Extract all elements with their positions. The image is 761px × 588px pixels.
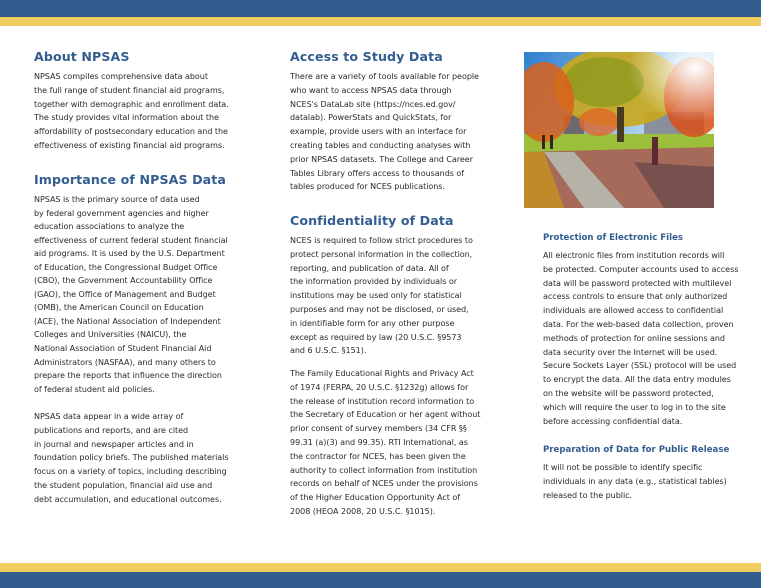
text-line: data. For the web-based data collection, proven bbox=[543, 319, 734, 329]
text-line: authority to collect information from institution bbox=[290, 465, 478, 475]
text-line: education associations to analyze the bbox=[34, 222, 185, 232]
text-line: to encrypt the data. All the data entry modules bbox=[543, 375, 731, 385]
preparation-section bbox=[543, 445, 729, 455]
text-line: Tables Library offers access to thousands of bbox=[290, 168, 465, 178]
text-line: Administrators (NASFAA), and many others to bbox=[34, 357, 216, 367]
text-line: Colleges and Universities (NAICU), the bbox=[34, 330, 187, 340]
text-line: The study provides vital information about the bbox=[34, 113, 219, 123]
text-line: data security over the Internet will be used. bbox=[543, 347, 718, 357]
bottom-yellow-band bbox=[0, 563, 761, 572]
text-line: before accessing confidential data. bbox=[543, 416, 683, 426]
text-line: Secure Sockets Layer (SSL) protocol will be used bbox=[543, 361, 737, 371]
text-line: creating tables and conducting analyses with bbox=[290, 140, 471, 150]
about-section bbox=[34, 49, 130, 64]
text-line: It will not be possible to identify specific bbox=[543, 463, 703, 472]
text-line: the student population, financial aid use and bbox=[34, 480, 213, 490]
text-line: prepare the reports that influence the direction bbox=[34, 371, 222, 381]
text-line: aid programs. It is used by the U.S. Department bbox=[34, 249, 225, 259]
text-line: of 1974 (FERPA, 20 U.S.C. §1232g) allows for bbox=[290, 382, 469, 392]
text-line: purposes and may not be disclosed, or used, bbox=[290, 304, 469, 314]
text-line: (ACE), the National Association of Independent bbox=[34, 316, 221, 326]
confidentiality-paragraph-2 bbox=[290, 367, 480, 519]
text-line: data will be password protected with multilevel bbox=[543, 278, 732, 288]
text-line: of Education, the Congressional Budget Office bbox=[34, 262, 218, 272]
text-line: prior NPSAS datasets. The College and Career bbox=[290, 154, 473, 164]
bottom-blue-band bbox=[0, 572, 761, 588]
about-paragraph bbox=[34, 70, 229, 153]
text-line: NPSAS compiles comprehensive data about bbox=[34, 72, 208, 81]
text-line: institutions may be used only for statistical bbox=[290, 291, 462, 301]
about-heading: About NPSAS bbox=[34, 49, 130, 64]
text-line: who want to access NPSAS data through bbox=[290, 85, 452, 95]
text-line: (CBO), the Government Accountability Office bbox=[34, 276, 213, 286]
text-line: individuals in any data (e.g., statistical tables) bbox=[543, 476, 727, 486]
confidentiality-section bbox=[290, 213, 454, 228]
text-line: the Secretary of Education or her agent without bbox=[290, 410, 481, 420]
text-line: NPSAS data appear in a wide array of bbox=[34, 412, 184, 421]
text-line: together with demographic and enrollment data. bbox=[34, 99, 229, 109]
text-line: records on behalf of NCES under the provisions bbox=[290, 479, 478, 489]
text-line: on the website will be password protected, bbox=[543, 388, 714, 398]
text-line: example, provide users with an interface for bbox=[290, 127, 467, 137]
text-line: National Association of Student Financial Aid bbox=[34, 344, 212, 354]
access-heading: Access to Study Data bbox=[290, 49, 443, 64]
text-line: prior consent of survey members (34 CFR §§ bbox=[290, 424, 467, 434]
text-line: NCES is required to follow strict procedures to bbox=[290, 236, 473, 245]
text-line: NPSAS is the primary source of data used bbox=[34, 195, 200, 204]
text-line: which will require the user to log in to the site bbox=[543, 402, 726, 412]
protection-heading: Protection of Electronic Files bbox=[543, 233, 684, 243]
campus-autumn-photo bbox=[524, 52, 714, 208]
text-line: released to the public. bbox=[543, 490, 633, 500]
text-line: (GAO), the Office of Management and Budget bbox=[34, 289, 216, 299]
text-line: 2008 (HEOA 2008, 20 U.S.C. §1015). bbox=[290, 506, 436, 516]
text-line: in journal and newspaper articles and in bbox=[34, 439, 194, 449]
text-line: the release of institution record information to bbox=[290, 396, 475, 406]
text-line: by federal government agencies and higher bbox=[34, 208, 209, 218]
confidentiality-paragraph-1 bbox=[290, 234, 473, 358]
text-line: the contractor for NCES, has been given the bbox=[290, 451, 466, 461]
importance-heading: Importance of NPSAS Data bbox=[34, 172, 226, 187]
importance-paragraph-1 bbox=[34, 193, 228, 396]
preparation-paragraph bbox=[543, 461, 727, 502]
importance-section bbox=[34, 172, 226, 187]
text-line: except as required by law (20 U.S.C. §9573 bbox=[290, 332, 462, 342]
text-line: effectiveness of existing financial aid programs. bbox=[34, 140, 225, 150]
text-line: The Family Educational Rights and Privacy Act bbox=[290, 369, 474, 378]
text-line: effectiveness of current federal student financial bbox=[34, 235, 228, 245]
text-line: debt accumulation, and educational outcomes. bbox=[34, 494, 222, 504]
text-line: of federal student aid policies. bbox=[34, 384, 155, 394]
text-line: and 6 U.S.C. §151). bbox=[290, 346, 367, 356]
text-line: 99.31 (a)(3) and 99.35). RTI International, as bbox=[290, 437, 468, 447]
access-section bbox=[290, 49, 443, 64]
top-blue-band bbox=[0, 0, 761, 17]
text-line: protect personal information in the collection, bbox=[290, 249, 473, 259]
text-line: All electronic files from institution records will bbox=[543, 251, 725, 260]
top-yellow-band bbox=[0, 17, 761, 26]
text-line: publications and reports, and are cited bbox=[34, 425, 189, 435]
access-paragraph bbox=[290, 70, 479, 194]
text-line: in identifiable form for any other purpose bbox=[290, 318, 455, 328]
text-line: focus on a variety of topics, including describing bbox=[34, 467, 227, 477]
protection-paragraph bbox=[543, 249, 738, 428]
text-line: datalab). PowerStats and QuickStats, for bbox=[290, 113, 452, 123]
text-line: methods of protection for online sessions and bbox=[543, 333, 725, 343]
text-line: reporting, and publication of data. All of bbox=[290, 263, 449, 273]
text-line: access controls to ensure that only authorized bbox=[543, 292, 728, 302]
importance-paragraph-2 bbox=[34, 410, 229, 507]
text-line: There are a variety of tools available for people bbox=[290, 72, 479, 81]
text-line: NCES's DataLab site (https://nces.ed.gov/ bbox=[290, 99, 456, 109]
text-line: affordability of postsecondary education and the bbox=[34, 127, 228, 137]
text-line: tables produced for NCES publications. bbox=[290, 182, 445, 192]
text-line: the information provided by individuals or bbox=[290, 277, 458, 287]
protection-section bbox=[543, 233, 683, 243]
text-line: individuals are allowed access to confidential bbox=[543, 306, 724, 316]
text-line: be protected. Computer accounts used to access bbox=[543, 264, 739, 274]
text-line: of the Higher Education Opportunity Act of bbox=[290, 493, 461, 503]
text-line: (OMB), the American Council on Education bbox=[34, 303, 204, 313]
confidentiality-heading: Confidentiality of Data bbox=[290, 213, 454, 228]
text-line: the full range of student financial aid programs, bbox=[34, 85, 225, 95]
text-line: foundation policy briefs. The published materials bbox=[34, 453, 229, 463]
preparation-heading: Preparation of Data for Public Release bbox=[543, 445, 730, 455]
